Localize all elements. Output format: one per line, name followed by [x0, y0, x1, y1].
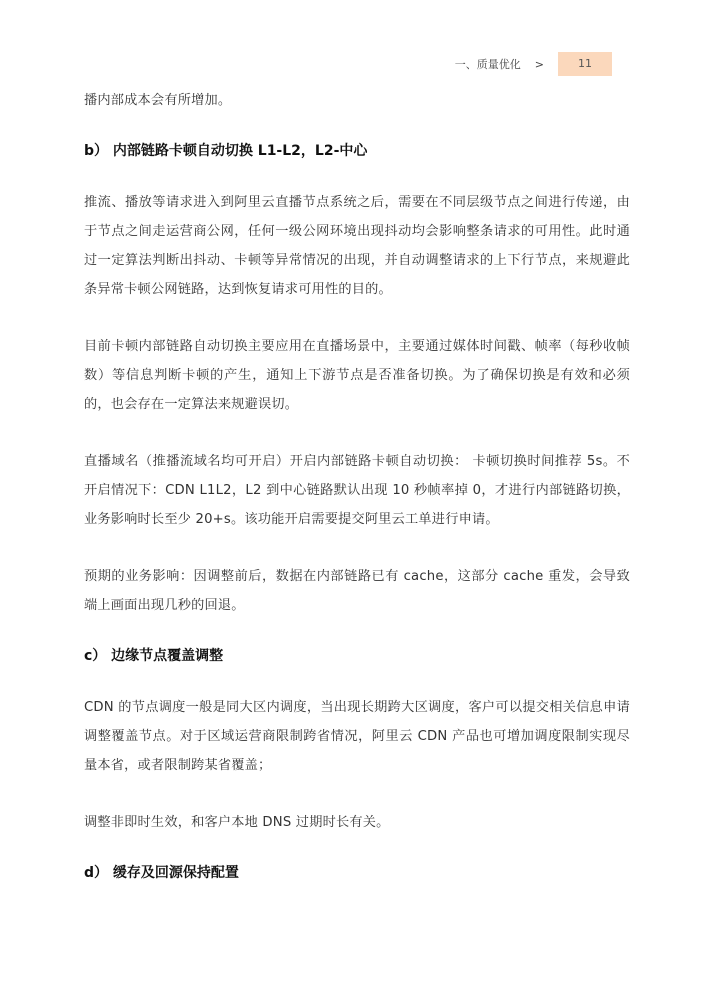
section-b-paragraph-1: 推流、播放等请求进入到阿里云直播节点系统之后，需要在不同层级节点之间进行传递，由于节点之间走运营商公网，任何一级公网环境出现抖动均会影响整条请求的可用性。此时通过一定算法判断出抖动、卡顿等异常情况的出现，并自动调整请求的上下行节点，来规避此条异常卡顿公网链路，达到恢复请求可用性的目的。 [84, 195, 630, 297]
breadcrumb: 一、质量优化 [454, 58, 521, 71]
section-b-paragraph-2: 目前卡顿内部链路自动切换主要应用在直播场景中，主要通过媒体时间戳、帧率（每秒收帧数）等信息判断卡顿的产生，通知上下游节点是否准备切换。为了确保切换是有效和必须的，也会存在一定算法来规避误切。 [84, 339, 630, 412]
section-c-heading: c） 边缘节点覆盖调整 [84, 648, 224, 664]
section-d-heading: d） 缓存及回源保持配置 [84, 865, 239, 881]
page-number-badge: 11 [558, 52, 612, 76]
breadcrumb-separator: > [534, 57, 544, 71]
page-header [455, 52, 612, 76]
section-c-paragraph-1: CDN 的节点调度一般是同大区内调度，当出现长期跨大区调度，客户可以提交相关信息申请调整覆盖节点。对于区域运营商限制跨省情况，阿里云 CDN 产品也可增加调度限制实现尽量本省，或者限制跨某省覆盖； [84, 700, 630, 773]
document-body [84, 86, 630, 888]
section-b-paragraph-3: 直播域名（推播流域名均可开启）开启内部链路卡顿自动切换： 卡顿切换时间推荐 5s。不开启情况下：CDN L1L2，L2 到中心链路默认出现 10 秒帧率掉 0，才进行内部链路切换，业务影响时长至少 20+s。该功能开启需要提交阿里云工单进行申请。 [84, 454, 630, 527]
section-b-paragraph-4: 预期的业务影响：因调整前后，数据在内部链路已有 cache，这部分 cache 重发，会导致端上画面出现几秒的回退。 [84, 569, 630, 613]
section-b-heading: b） 内部链路卡顿自动切换 L1-L2，L2-中心 [84, 143, 368, 159]
intro-tail-paragraph: 播内部成本会有所增加。 [84, 93, 232, 108]
section-c-paragraph-2: 调整非即时生效，和客户本地 DNS 过期时长有关。 [84, 815, 390, 830]
